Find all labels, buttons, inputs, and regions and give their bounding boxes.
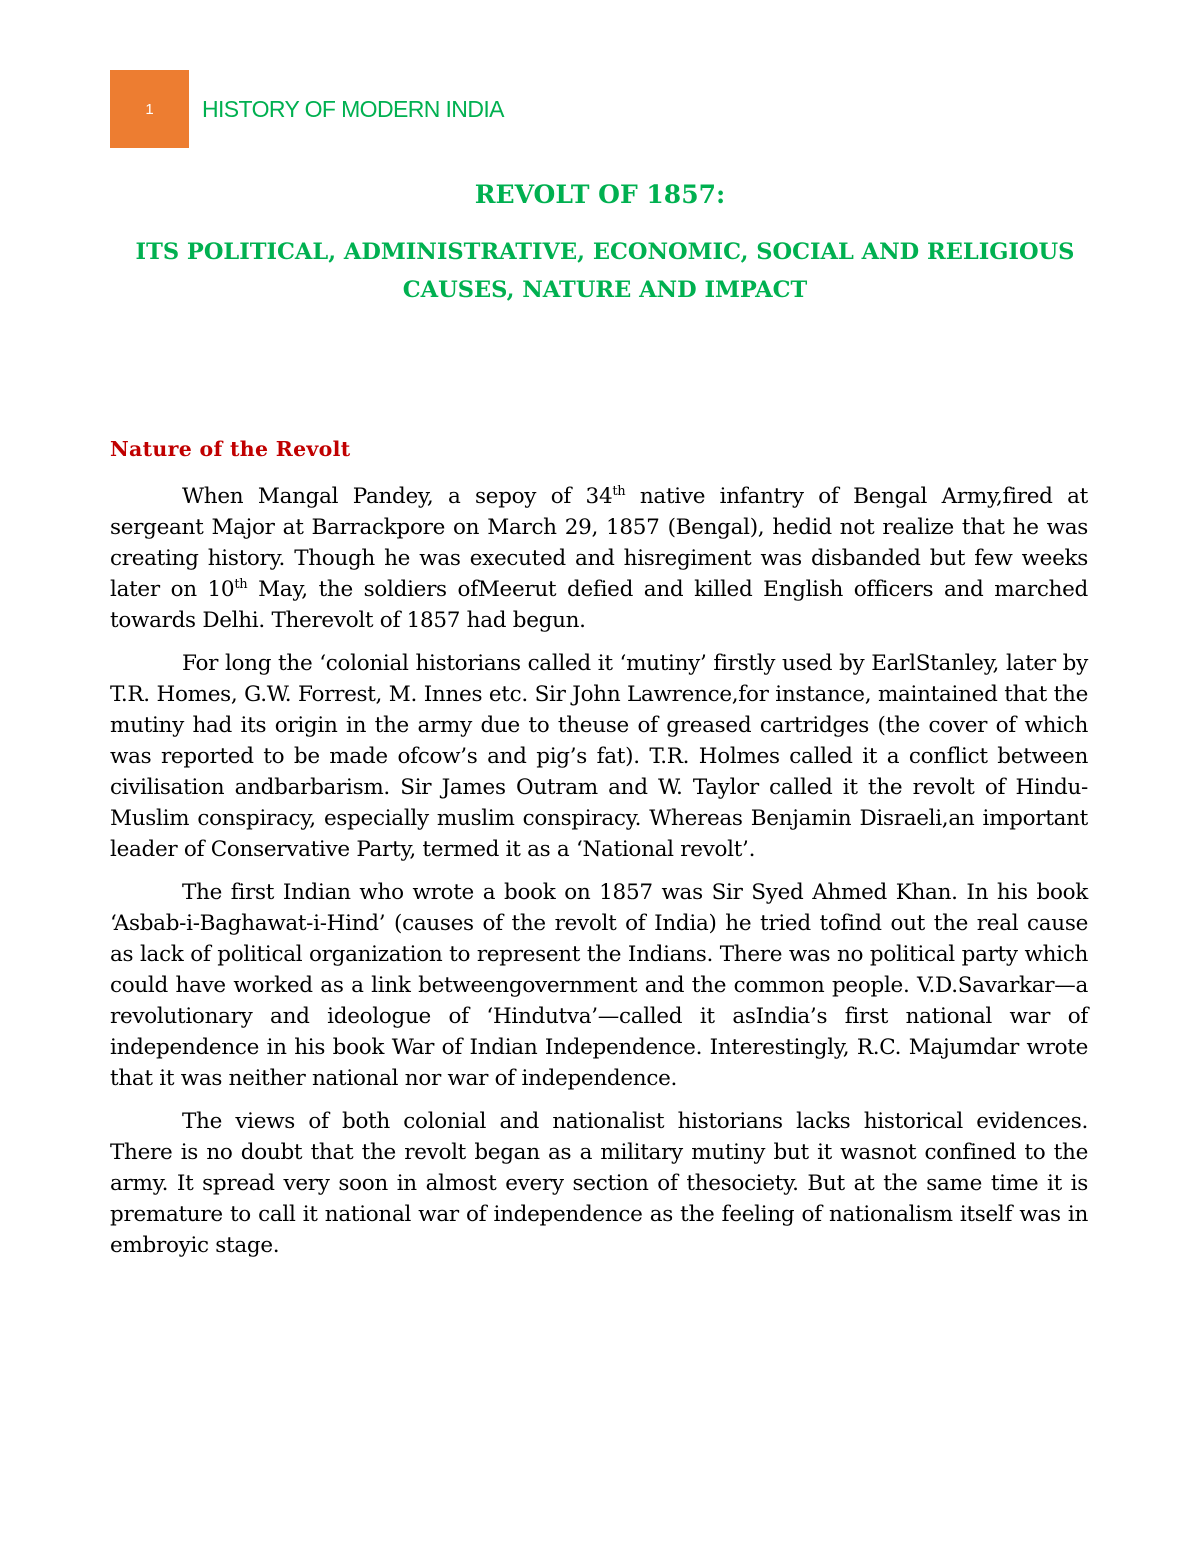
paragraph <box>110 481 1088 636</box>
page-number: 1 <box>145 100 154 118</box>
running-header-title: HISTORY OF MODERN INDIA <box>202 96 504 122</box>
paragraph-text: native infantry of Bengal Army,fired at sergeant Major at Barrackpore on March 29, 1857 (Bengal), hedid not realize that he was creating history. Though he was executed and hisregiment was disbanded but few weeks later on 10 <box>110 484 1088 602</box>
paragraph-text: May, the soldiers ofMeerut defied and killed English officers and marched towards Delhi. Therevolt of 1857 had begun. <box>110 577 1088 633</box>
body-text <box>110 481 1088 1273</box>
ordinal-superscript: th <box>234 577 248 592</box>
document-subtitle: ITS POLITICAL, ADMINISTRATIVE, ECONOMIC, SOCIAL AND RELIGIOUS CAUSES, NATURE AND IMPACT <box>135 239 1075 303</box>
paragraph: The first Indian who wrote a book on 1857 was Sir Syed Ahmed Khan. In his book ‘Asbab-i-Baghawat-i-Hind’ (causes of the revolt of India) he tried tofind out the real cause as lack of political organization to represent the Indians. There was no political party which could have worked as a link betweengovernment and the common people. V.D.Savarkar—a revolutionary and ideologue of ‘Hindutva’—called it asIndia’s first national war of independence in his book War of Indian Independence. Interestingly, R.C. Majumdar wrote that it was neither national nor war of independence. <box>110 880 1088 1091</box>
paragraph-text: When Mangal Pandey, a sepoy of 34 <box>182 484 613 509</box>
paragraph: For long the ‘colonial historians called it ‘mutiny’ firstly used by EarlStanley, later by T.R. Homes, G.W. Forrest, M. Innes etc. Sir John Lawrence,for instance, maintained that the mutiny had its origin in the army due to theuse of greased cartridges (the cover of which was reported to be made ofcow’s and pig’s fat). T.R. Holmes called it a conflict between civilisation andbarbarism. Sir James Outram and W. Taylor called it the revolt of Hindu-Muslim conspiracy, especially muslim conspiracy. Whereas Benjamin Disraeli,an important leader of Conservative Party, termed it as a ‘National revolt’. <box>110 651 1088 862</box>
paragraph: The views of both colonial and nationalist historians lacks historical evidences. There is no doubt that the revolt began as a military mutiny but it wasnot confined to the army. It spread very soon in almost every section of thesociety. But at the same time it is premature to call it national war of independence as the feeling of nationalism itself was in embroyic stage. <box>110 1109 1088 1258</box>
section-heading: Nature of the Revolt <box>110 437 351 461</box>
document-title: REVOLT OF 1857: <box>474 180 726 209</box>
ordinal-superscript: th <box>612 484 626 499</box>
page-number-badge <box>110 70 189 148</box>
